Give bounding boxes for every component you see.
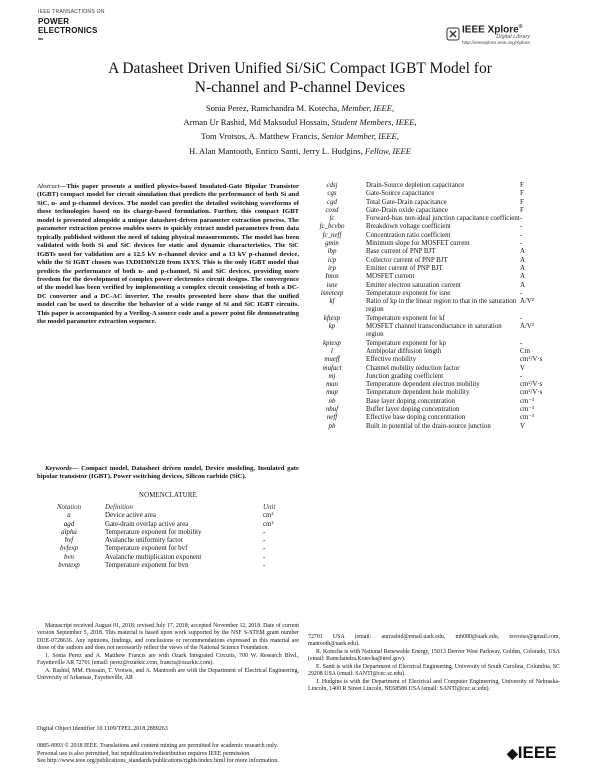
- xplore-url[interactable]: http://ieeexplore.ieee.org/Xplore: [462, 41, 530, 47]
- footnote: Manuscript received August 01, 2018; revised July 17, 2018; accepted November 12, 2018. Date of current version September 5, 2018. This material is based upon work supported by the NSF S-STEM grant number DUE-0728636. Any opinions, findings, and conclusions or recommendations expressed in this material are those of the authors and does not necessarily reflect the views of the National Science Foundation.: [37, 623, 299, 652]
- journal-line1: POWER: [38, 17, 70, 26]
- nomenclature-row: [43, 512, 293, 520]
- nomenclature-definition: Effective mobility: [366, 356, 417, 364]
- nomenclature-unit: A: [520, 248, 525, 256]
- nomenclature-definition: Effective base doping concentration: [366, 414, 466, 422]
- nomenclature-row: [308, 232, 560, 240]
- header-unit: Unit: [263, 504, 276, 511]
- digital-library: Digital Library: [496, 34, 530, 41]
- keywords-label: Keywords: [45, 465, 72, 472]
- footnote: 72701 USA (email: aurrashid@email.uark.edu, mh080@uark.edu, tsvrotso@gmail.com, mantooth@uark.edu).: [308, 634, 560, 648]
- nomenclature-unit: cm²/V·s: [520, 389, 543, 397]
- nomenclature-row: [308, 365, 560, 373]
- abstract-text: —This paper presents a unified physics-based Insulated-Gate Bipolar Transistor (IGBT) compact model for circuit simulation that predicts the performance of both Si and SiC, n- and p-channel devices. The model can predict the detailed switching waveforms of these technologies based on its charge-based formulation. Further, this compact IGBT model is presented alongside a unique datasheet-driven parameter extraction process. The parameter extraction process enables users to quickly extract model parameters from data typically published without the need of taking physical measurements. The model has been validated with both Si and SiC devices for static and dynamic characteristics. The SiC IGBTs used for validation are a 12.5 kV n-channel device and a 13 kV p-channel device, while the Si IGBT chosen was IXDH30N120 from IXYS. This is the only IGBT model that predicts the performance of both n- and p-channel, Si and SiC devices, providing more freedom for the development of complex power electronics circuit designs. The convergence of the model has been verified by implementing a complex circuit consisting of both a DC-DC converter and a DC-AC inverter. The results presented here show that the unified model can be used to describe the behavior of a wide range of Si and SiC IGBT circuits. This paper is accompanied by a Verilog-A source code and a power point file demonstrating the model parameter extraction sequence.: [37, 183, 299, 326]
- nomenclature-definition: Buffer layer doping concentration: [366, 406, 460, 414]
- nomenclature-definition: Gate-Source capacitance: [366, 190, 435, 198]
- nomenclature-unit: A/V²: [520, 323, 534, 331]
- nomenclature-definition: Channel mobility reduction factor: [366, 364, 460, 372]
- nomenclature-definition: Temperature exponent for kp: [366, 339, 447, 347]
- xplore-label: IEEE Xplore: [462, 24, 519, 36]
- nomenclature-unit: -: [263, 545, 266, 553]
- nomenclature-definition: Ambipolar diffusion length: [366, 347, 442, 355]
- nomenclature-unit: F: [520, 206, 524, 214]
- nomenclature-row: [43, 537, 293, 545]
- xplore-header[interactable]: [462, 24, 530, 46]
- copyright-notice: 0885-8993 © 2018 IEEE. Translations and content mining are permitted for academic research only. Personal use is also permitted, but republication/redistribution requires IEEE permission. See http://www.ieee.org/publications_standards/publications/rights/index.html for more information.: [37, 743, 279, 765]
- author-line: Sonia Perez, Ramchandra M. Kotecha, Member, IEEE,: [205, 103, 395, 113]
- xplore-reg: ®: [518, 24, 523, 30]
- journal-header: [38, 8, 105, 44]
- nomenclature-definition: Collector current of PNP BJT: [366, 256, 448, 264]
- nomenclature-definition: Emitter electron saturation current: [366, 281, 461, 289]
- nomenclature-title: NOMENCLATURE: [139, 492, 197, 499]
- footnote: E. Santi is with the Department of Electrical Engineering, University of South Carolina, Columbia, SC 29208 USA (email: SANTI@cec.sc.edu).: [308, 663, 560, 678]
- nomenclature-row: [308, 315, 560, 323]
- nomenclature-row: [43, 562, 293, 570]
- nomenclature-symbol: bvfexp: [60, 545, 78, 553]
- nomenclature-row: [308, 414, 560, 422]
- nomenclature-row: [308, 223, 560, 231]
- nomenclature-row: [308, 190, 560, 198]
- nomenclature-definition: Breakdown voltage coefficient: [366, 223, 451, 231]
- nomenclature-definition: Avalanche uniformity factor: [105, 537, 183, 545]
- nomenclature-definition: Junction grading coefficient: [366, 372, 444, 380]
- nomenclature-symbol: neff: [326, 414, 338, 422]
- nomenclature-row: [308, 389, 560, 397]
- nomenclature-row: [308, 182, 560, 190]
- nomenclature-row: [308, 199, 560, 207]
- nomenclature-symbol: pb: [328, 422, 336, 430]
- nomenclature-definition: Temperature exponent for isne: [366, 289, 451, 297]
- author-line: H. Alan Mantooth, Enrico Santi, Jerry L. Hudgins, Fellow, IEEE: [188, 145, 412, 156]
- nomenclature-symbol: bvn: [64, 553, 74, 561]
- nomenclature-definition: MOSFET channel transconductance in saturation region: [366, 323, 502, 339]
- footnotes-right: [308, 634, 560, 694]
- nomenclature-symbol: l: [331, 347, 333, 355]
- nomenclature-row: [308, 356, 560, 364]
- nomenclature-symbol: Imos: [325, 273, 339, 281]
- nomenclature-unit: A/V²: [520, 298, 534, 306]
- nomenclature-row: [43, 529, 293, 537]
- nomenclature-unit: -: [263, 528, 266, 536]
- paper-title: [40, 59, 560, 97]
- nomenclature-unit: -: [263, 537, 266, 545]
- nomenclature-definition: Gate-drain overlap active area: [105, 520, 189, 528]
- nomenclature-symbol: a: [67, 512, 71, 520]
- nomenclature-definition: Minimum slope for MOSFET current: [366, 240, 470, 248]
- doi: Digital Object Identifier 10.1109/TPEL.2018.2889263: [37, 726, 168, 732]
- nomenclature-unit: V: [520, 422, 525, 430]
- xplore-logo-icon: [446, 27, 460, 41]
- nomenclature-definition: Drain-Source depletion capacitance: [366, 182, 465, 189]
- nomenclature-row: [308, 298, 560, 315]
- nomenclature-unit: -: [520, 223, 523, 231]
- nomenclature-table-left: [43, 504, 293, 570]
- header-definition: Definition: [105, 504, 133, 511]
- nomenclature-unit: -: [263, 562, 266, 570]
- nomenclature-definition: Base current of PNP BJT: [366, 248, 436, 256]
- author-line: Arman Ur Rashid, Md Maksudul Hossain, Student Members, IEEE,: [183, 117, 417, 128]
- nomenclature-definition: Total Gate-Drain capacitance: [366, 198, 447, 206]
- nomenclature-unit: F: [520, 182, 524, 189]
- nomenclature-unit: Cm: [520, 347, 530, 355]
- nomenclature-row: [43, 554, 293, 562]
- nomenclature-table-right: [308, 182, 560, 431]
- nomenclature-row: [308, 423, 560, 431]
- nomenclature-unit: -: [520, 240, 523, 248]
- nomenclature-definition: MOSFET current: [366, 273, 415, 281]
- nomenclature-symbol: fc: [329, 215, 335, 223]
- nomenclature-symbol: ibp: [327, 248, 337, 256]
- nomenclature-definition: Concentration ratio coefficient: [366, 231, 451, 239]
- nomenclature-row: [308, 248, 560, 256]
- journal-small: IEEE TRANSACTIONS ON: [38, 9, 105, 15]
- nomenclature-symbol: cdsj: [326, 182, 338, 189]
- nomenclature-symbol: isne: [326, 281, 338, 289]
- footnote: A. Rashid, MM. Hossain, T. Vrotsos, and A. Mantooth are with the Department of Electrical Engineering, University of Arkansas, Fayetteville, AR: [37, 667, 299, 682]
- title-line2: N-channel and P-channel Devices: [194, 79, 406, 96]
- nomenclature-unit: -: [263, 553, 266, 561]
- nomenclature-row: [308, 257, 560, 265]
- nomenclature-symbol: bvf: [64, 537, 74, 545]
- nomenclature-unit: A: [520, 256, 525, 264]
- nomenclature-symbol: coxd: [325, 206, 339, 214]
- nomenclature-definition: Forward-bias non-ideal junction capacitance coefficient: [366, 215, 520, 223]
- nomenclature-unit: -: [520, 372, 523, 380]
- nomenclature-symbol: bvntexp: [58, 562, 80, 570]
- abstract-label: Abstract: [37, 183, 60, 190]
- nomenclature-symbol: mup: [326, 389, 338, 397]
- nomenclature-definition: Temperature exponent for bvn: [105, 562, 189, 570]
- nomenclature-definition: Temperature dependent hole mobility: [366, 389, 470, 397]
- ieee-diamond-icon: ◆: [507, 745, 518, 761]
- nomenclature-definition: Temperature exponent for bvf: [105, 545, 188, 553]
- nomenclature-row: [308, 290, 560, 298]
- nomenclature-row: [308, 381, 560, 389]
- nomenclature-row: [308, 373, 560, 381]
- nomenclature-row: [308, 240, 560, 248]
- nomenclature-unit: cm⁻³: [520, 414, 535, 422]
- nomenclature-definition: Base layer doping concentration: [366, 397, 455, 405]
- nomenclature-row: [308, 207, 560, 215]
- nomenclature-row: [308, 215, 560, 223]
- nomenclature-unit: V: [520, 364, 525, 372]
- nomenclature-symbol: gmin: [325, 240, 339, 248]
- nomenclature-symbol: kftexp: [323, 314, 341, 322]
- nomenclature-unit: A: [520, 264, 525, 272]
- nomenclature-symbol: mun: [326, 381, 338, 389]
- nomenclature-unit: -: [520, 231, 523, 239]
- nomenclature-unit: cm⁻³: [520, 406, 535, 414]
- nomenclature-definition: Temperature exponent for mobility: [105, 528, 202, 536]
- header-notation: Notation: [56, 504, 82, 511]
- nomenclature-unit: F: [520, 190, 524, 198]
- keywords: [37, 465, 299, 482]
- nomenclature-row: [308, 340, 560, 348]
- nomenclature-unit: -: [520, 289, 523, 297]
- nomenclature-row: [43, 545, 293, 553]
- nomenclature-definition: Ratio of kp in the linear region to that in the saturation region: [366, 298, 517, 314]
- nomenclature-unit: F: [520, 198, 524, 206]
- nomenclature-symbol: kp: [328, 323, 336, 331]
- footnotes-left: [37, 623, 299, 683]
- author-line: Tom Vrotsos, A. Matthew Francis, Senior Member, IEEE,: [201, 131, 399, 142]
- nomenclature-symbol: icp: [327, 256, 337, 264]
- nomenclature-unit: cm²/V·s: [520, 381, 543, 389]
- nomenclature-definition: Avalanche multiplication exponent: [105, 553, 202, 561]
- nomenclature-unit: cm²: [263, 512, 274, 520]
- footnote: J. Hudgins is with the Department of Electrical and Computer Engineering, University of Nebraska-Lincoln, 1400 R Street Lincoln, NE68588 USA (email: SANTI@cec.sc.edu).: [308, 678, 560, 693]
- nomenclature-row: [43, 521, 293, 529]
- nomenclature-row: [308, 323, 560, 340]
- nomenclature-symbol: kptexp: [323, 339, 341, 347]
- nomenclature-row: [308, 406, 560, 414]
- nomenclature-definition: Temperature dependent electron mobility: [366, 381, 480, 389]
- nomenclature-symbol: mueff: [324, 356, 340, 364]
- nomenclature-unit: cm²: [263, 520, 274, 528]
- footnote: R. Kotecha is with National Renewable Energy, 15013 Denver West Parkway, Golden, Colorado, USA (email: Ramchandra.Kotecha@nrel.gov).: [308, 648, 560, 663]
- nomenclature-unit: cm²/V·s: [520, 356, 543, 364]
- nomenclature-symbol: isnetexp: [320, 289, 344, 297]
- nomenclature-unit: -: [520, 314, 523, 322]
- nomenclature-symbol: mj: [328, 372, 336, 380]
- nomenclature-definition: Device active area: [105, 512, 156, 520]
- nomenclature-definition: Emitter current of PNP BJT: [366, 264, 443, 272]
- nomenclature-unit: -: [520, 215, 523, 223]
- nomenclature-symbol: alpha: [61, 528, 77, 536]
- nomenclature-definition: Gate-Drain oxide capacitance: [366, 206, 448, 214]
- nomenclature-unit: -: [520, 339, 523, 347]
- nomenclature-row: [308, 282, 560, 290]
- nomenclature-symbol: fc_neff: [322, 231, 342, 239]
- keywords-text: — Compact model, Datasheet driven model, Device modeling, Insulated gate bipolar transistor (IGBT), Power switching devices, Silicon carbide (SiC).: [37, 465, 299, 481]
- nomenclature-row: [308, 265, 560, 273]
- nomenclature-symbol: irp: [327, 264, 337, 272]
- nomenclature-symbol: mufact: [322, 364, 342, 372]
- footnote: 1. Sonia Perez and A. Matthew Francis are with Ozark Integrated Circuits, 700 W. Research Blvd., Fayetteville AR 72701 (email: perez@ozarkic.com, francis@ozarkic.com).: [37, 652, 299, 667]
- nomenclature-symbol: kf: [329, 298, 335, 306]
- nomenclature-definition: Temperature exponent for kf: [366, 314, 445, 322]
- abstract: [37, 183, 299, 327]
- nomenclature-row: [308, 273, 560, 281]
- nomenclature-symbol: nb: [328, 397, 336, 405]
- author-list: [40, 101, 560, 158]
- journal-mark-icon: ∞: [38, 36, 43, 43]
- nomenclature-symbol: cgs: [327, 190, 337, 198]
- nomenclature-definition: Built in potential of the drain-source junction: [366, 422, 491, 430]
- title-line1: A Datasheet Driven Unified Si/SiC Compact IGBT Model for: [108, 60, 492, 77]
- nomenclature-unit: A: [520, 281, 525, 289]
- nomenclature-symbol: fc_bcvbo: [319, 223, 345, 231]
- nomenclature-symbol: cgd: [327, 198, 337, 206]
- nomenclature-symbol: agd: [63, 520, 75, 528]
- nomenclature-row: [308, 348, 560, 356]
- nomenclature-unit: A: [520, 273, 525, 281]
- nomenclature-unit: cm⁻³: [520, 397, 535, 405]
- nomenclature-symbol: nbuf: [325, 406, 339, 414]
- ieee-logo: ◆IEEE: [507, 743, 557, 762]
- journal-line2: ELECTRONICS: [38, 26, 98, 35]
- nomenclature-row: [308, 398, 560, 406]
